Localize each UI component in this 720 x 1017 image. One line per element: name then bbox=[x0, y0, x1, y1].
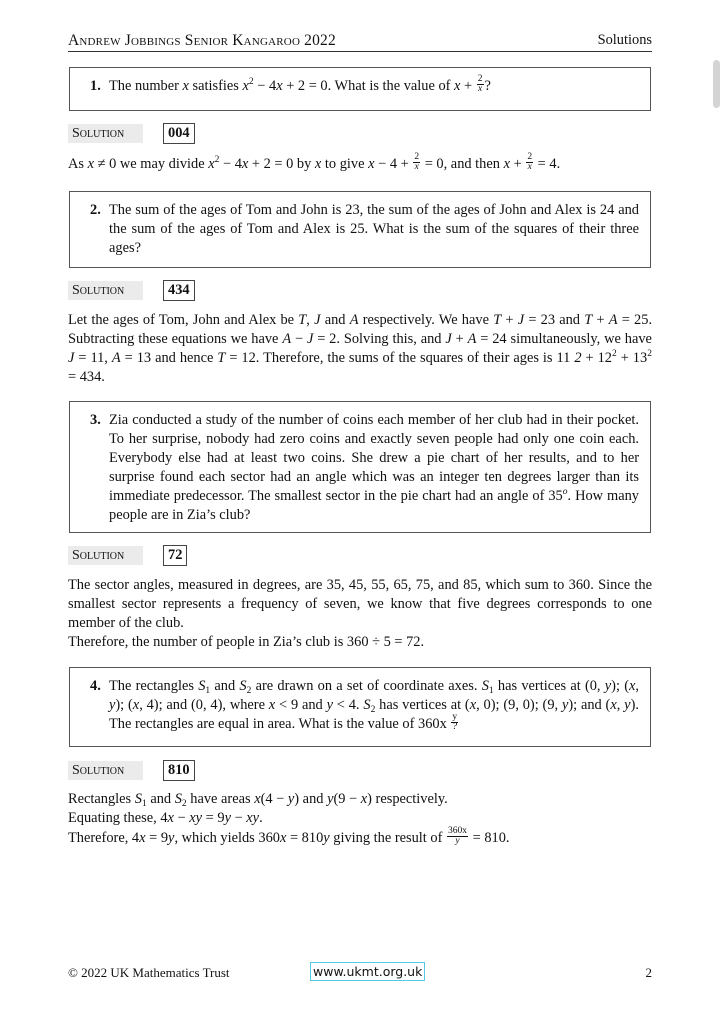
question-1-box bbox=[69, 67, 651, 111]
solution-4-line-3: Therefore, 4x = 9y, which yields 360x = 810y giving the result of $\frac{360x}{y}$ = 810. bbox=[68, 826, 510, 847]
header-rule bbox=[68, 51, 652, 52]
fraction: $\frac{2}{x}$ bbox=[477, 74, 483, 95]
answer-box: 72 bbox=[163, 545, 187, 566]
solution-2-text: Let the ages of Tom, John and Alex be T, J and A respectively. We have T + J = 23 and T + A = 25. Subtracting these equations we have A − J = 2. Solving this, and J + A = 24 simultaneously, we have J = 11, A = 13 and hence T = 12. Therefore, the sums of the squares of their ages is 11 $2 + 12^2 + 13^2 = 434$. bbox=[68, 312, 653, 385]
solution-1-text: As x ≠ 0 we may divide $x^2 - 4x + 2 = 0$ by x to give x − 4 + $\frac{2}{x}$ = 0, and then x + $\frac{2}{x}$ = 4. bbox=[68, 152, 561, 173]
solution-4-line-1: Rectangles $S_1$ and $S_2$ have areas x(4 − y) and y(9 − x) respectively. bbox=[68, 791, 448, 809]
question-3-text: Zia conducted a study of the number of coins each member of her club had in their pocket. To her surprise, nobody had zero coins and exactly seven people had only one coin each. Everybody else had at least two coins. She drew a pie chart of her results, and to her surprise found each sector had an angle which was an integer ten degrees larger than its immediate predecessor. The smallest sector in the pie chart had an angle of 35$^o$. How many people are in Zia’s club? bbox=[109, 412, 639, 523]
question-4-text: The rectangles $S_1$ and $S_2$ are drawn on a set of coordinate axes. $S_1$ has vertices at (0, y); (x, y); (x, 4); and (0, 4), where x < 9 and y < 4. $S_2$ has vertices at (x, 0); (9, 0); (9, y); and (x, y). The rectangles are equal in area. What is the value of 360x $\frac{y}{?}$ bbox=[109, 678, 639, 733]
scrollbar-thumb[interactable] bbox=[713, 60, 720, 108]
question-number: 4. bbox=[90, 678, 101, 694]
solution-label: Solution bbox=[68, 281, 143, 300]
footer-url-link[interactable]: www.ukmt.org.uk bbox=[310, 962, 425, 981]
answer-box: 004 bbox=[163, 123, 195, 144]
solution-4-line-2: Equating these, 4x − xy = 9y − xy. bbox=[68, 810, 263, 826]
solution-3-text: The sector angles, measured in degrees, are 35, 45, 55, 65, 75, and 85, which sum to 360. Since the smallest sector represents a frequency of seven, we know that five degrees corresponds to one member of the club. Therefore, the number of people in Zia’s club is 360 ÷ 5 = 72. bbox=[68, 577, 652, 650]
solution-label: Solution bbox=[68, 761, 143, 780]
fraction: $\frac{2}{x}$ bbox=[414, 152, 420, 173]
question-number: 3. bbox=[90, 412, 101, 428]
question-2-text: The sum of the ages of Tom and John is 23, the sum of the ages of John and Alex is 24 and the sum of the ages of Tom and Alex is 25. What is the sum of the squares of their three ages? bbox=[109, 202, 639, 256]
page-number: 2 bbox=[645, 965, 652, 980]
question-3-box bbox=[69, 401, 651, 533]
answer-box: 810 bbox=[163, 760, 195, 781]
question-4-box bbox=[69, 667, 651, 747]
solution-label: Solution bbox=[68, 546, 143, 565]
footer-copyright: © 2022 UK Mathematics Trust bbox=[68, 965, 230, 980]
fraction: $\frac{y}{?}$ bbox=[452, 712, 458, 733]
question-number: 2. bbox=[90, 202, 101, 218]
solution-label: Solution bbox=[68, 124, 143, 143]
question-1-text: The number x satisfies $x^2 - 4x + 2 = 0$. What is the value of x + $\frac{2}{x}$ ? bbox=[109, 74, 491, 95]
fraction: $\frac{2}{x}$ bbox=[527, 152, 533, 173]
fraction: $\frac{360x}{y}$ bbox=[448, 826, 468, 847]
question-2-box bbox=[69, 191, 651, 268]
answer-box: 434 bbox=[163, 280, 195, 301]
header-title: Andrew Jobbings Senior Kangaroo 2022 bbox=[68, 32, 336, 49]
question-number: 1. bbox=[90, 78, 101, 94]
header-section: Solutions bbox=[597, 32, 652, 48]
